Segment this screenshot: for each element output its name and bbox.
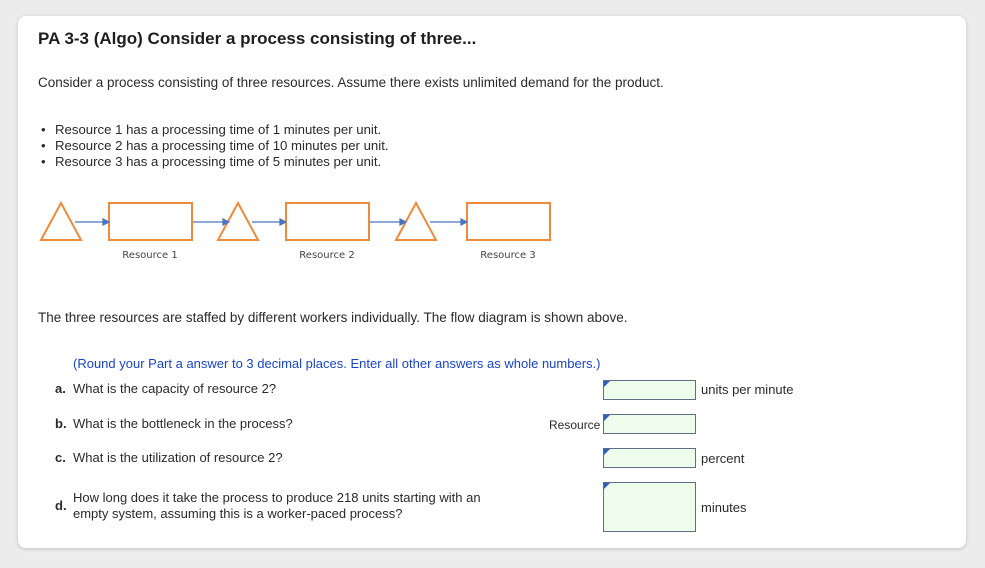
answer-a-input[interactable] (603, 380, 696, 400)
question-text: What is the bottleneck in the process? (73, 416, 293, 431)
resource-1-label: Resource 1 (122, 250, 178, 261)
resource-3-label: Resource 3 (480, 250, 536, 261)
answer-a-unit: units per minute (701, 382, 794, 397)
intro-text: Consider a process consisting of three resources. Assume there exists unlimited demand for the product. (38, 75, 664, 90)
list-item: • Resource 2 has a processing time of 10 minutes per unit. (38, 138, 389, 154)
answer-b-prefix: Resource (549, 418, 601, 432)
resource-1-box (109, 203, 192, 240)
page-title: PA 3-3 (Algo) Consider a process consisting of three... (38, 29, 477, 48)
resource-2-box (286, 203, 369, 240)
question-text: What is the capacity of resource 2? (73, 381, 277, 396)
staffing-text: The three resources are staffed by different workers individually. The flow diagram is shown above. (38, 310, 628, 325)
list-item: • Resource 1 has a processing time of 1 minutes per unit. (38, 122, 389, 138)
list-item: • Resource 3 has a processing time of 5 minutes per unit. (38, 154, 389, 170)
resource-2-label: Resource 2 (299, 250, 355, 261)
instructions-text: (Round your Part a answer to 3 decimal places. Enter all other answers as whole numbers.) (73, 356, 601, 371)
resource-list (38, 122, 389, 170)
answer-b-input[interactable] (603, 414, 696, 434)
question-d (55, 490, 535, 524)
process-flow-diagram (38, 199, 558, 279)
resource-3-box (467, 203, 550, 240)
question-label: b. (55, 416, 67, 431)
question-label: a. (55, 381, 66, 396)
answer-d-unit: minutes (701, 500, 747, 515)
question-text-line-1: How long does it take the process to produce 218 units starting with an (73, 490, 481, 505)
answer-c-unit: percent (701, 451, 745, 466)
question-text-line-2: empty system, assuming this is a worker-paced process? (73, 506, 403, 521)
question-label: c. (55, 450, 66, 465)
question-card (18, 16, 966, 548)
question-text: What is the utilization of resource 2? (73, 450, 283, 465)
question-label: d. (55, 498, 67, 513)
answer-d-input[interactable] (603, 482, 696, 532)
answer-c-input[interactable] (603, 448, 696, 468)
